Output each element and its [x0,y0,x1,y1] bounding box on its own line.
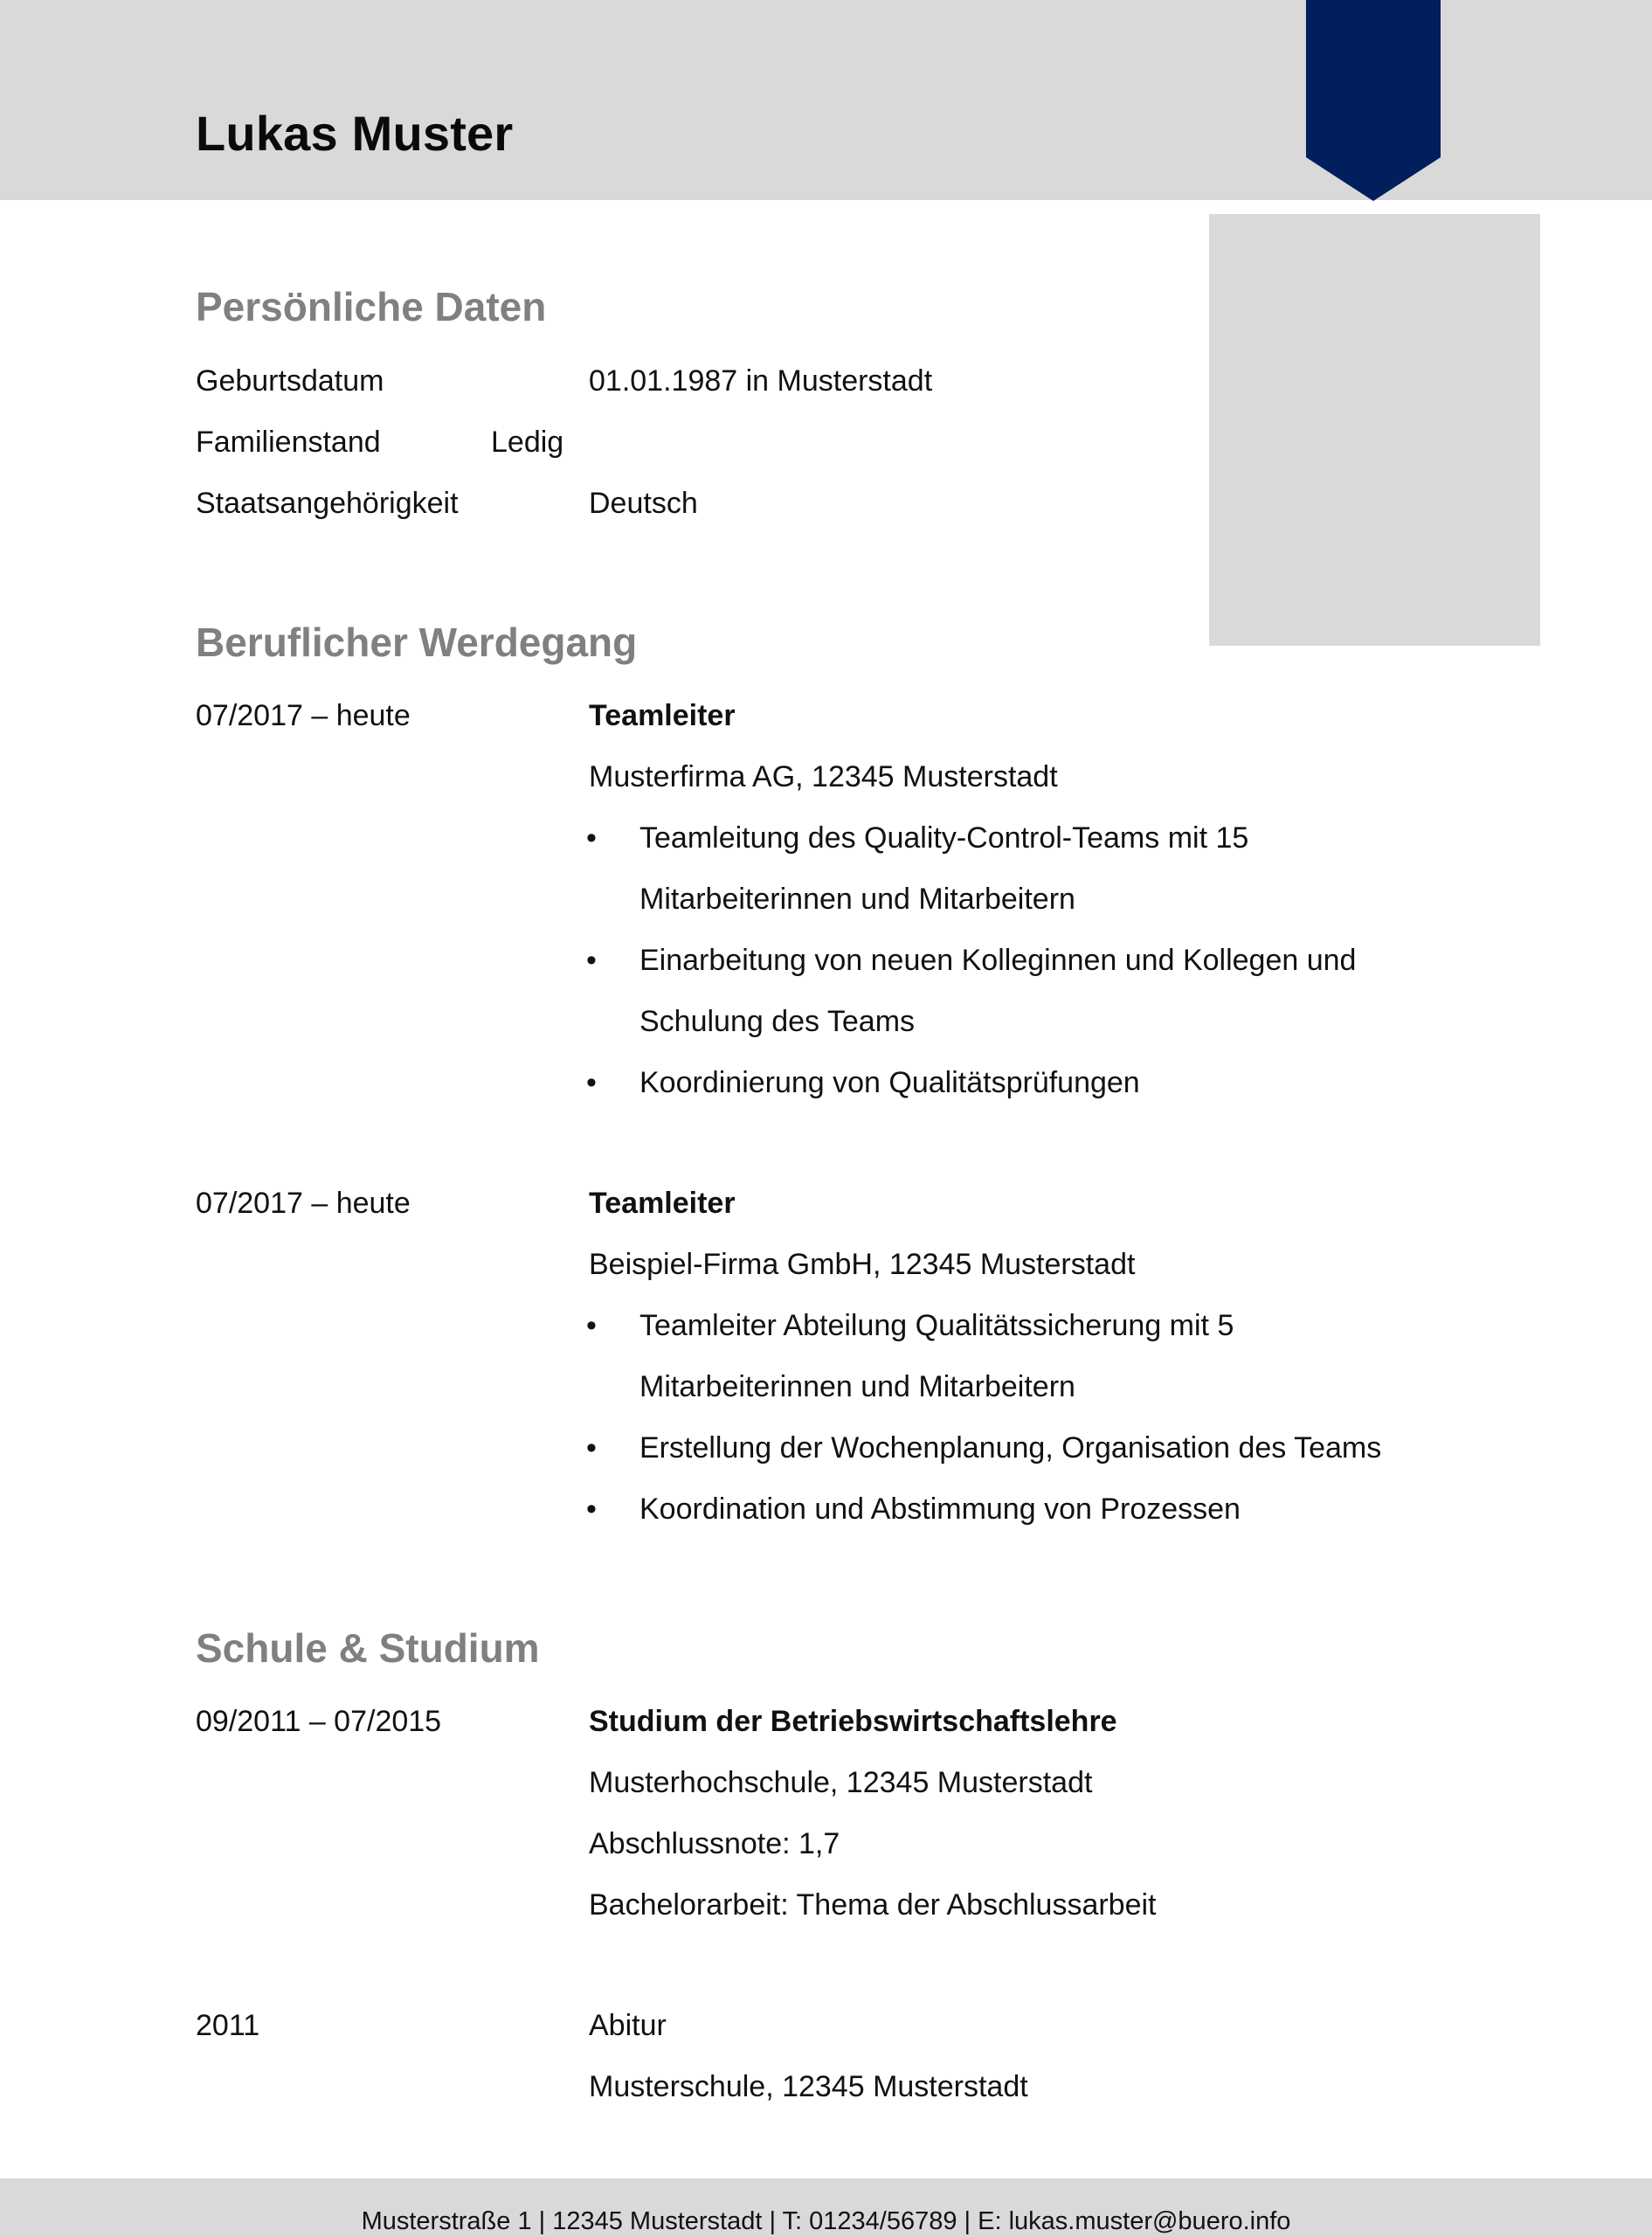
education-entry-2-school: Musterschule, 12345 Musterstadt [589,2070,1028,2103]
education-entry-1-grade: Abschlussnote: 1,7 [589,1827,840,1860]
section-title-education: Schule & Studium [196,1625,540,1671]
bullet-icon: • [586,1492,597,1526]
education-entry-2-degree: Abitur [589,2009,667,2042]
personal-value-marital-status: Ledig [491,426,564,459]
career-entry-1-bullet-1: Teamleitung des Quality-Control-Teams mit 15 [639,821,1249,855]
page-title: Lukas Muster [196,106,514,161]
ribbon-shape [1306,0,1441,201]
bullet-icon: • [586,1431,597,1465]
section-title-personal: Persönliche Daten [196,284,547,329]
education-entry-1-degree: Studium der Betriebswirtschaftslehre [589,1705,1117,1738]
career-entry-2-bullet-1-cont: Mitarbeiterinnen und Mitarbeitern [639,1370,1075,1403]
bullet-icon: • [586,1066,597,1099]
photo-placeholder [1209,214,1540,646]
personal-value-nationality: Deutsch [589,487,698,520]
career-entry-2-role: Teamleiter [589,1187,736,1220]
career-entry-1-bullet-3: Koordinierung von Qualitätsprüfungen [639,1066,1140,1099]
education-entry-1-school: Musterhochschule, 12345 Musterstadt [589,1766,1093,1799]
career-entry-1-date: 07/2017 – heute [196,699,411,732]
career-entry-2-bullet-3: Koordination und Abstimmung von Prozessen [639,1492,1241,1526]
personal-value-birthdate: 01.01.1987 in Musterstadt [589,364,933,398]
personal-label-nationality: Staatsangehörigkeit [196,487,459,520]
bullet-icon: • [586,821,597,855]
bullet-icon: • [586,1309,597,1342]
footer-contact: Musterstraße 1 | 12345 Musterstadt | T: 01234/56789 | E: lukas.muster@buero.info [361,2207,1291,2235]
career-entry-2-bullet-1: Teamleiter Abteilung Qualitätssicherung mit 5 [639,1309,1234,1342]
education-entry-1-thesis: Bachelorarbeit: Thema der Abschlussarbeit [589,1888,1157,1922]
career-entry-2-company: Beispiel-Firma GmbH, 12345 Musterstadt [589,1248,1136,1281]
section-title-career: Beruflicher Werdegang [196,620,638,665]
personal-label-marital-status: Familienstand [196,426,381,459]
career-entry-1-company: Musterfirma AG, 12345 Musterstadt [589,760,1058,793]
career-entry-1-bullet-2: Einarbeitung von neuen Kolleginnen und Kollegen und [639,944,1357,977]
ribbon-bookmark-icon [1306,0,1441,201]
personal-label-birthdate: Geburtsdatum [196,364,384,398]
career-entry-1-bullet-1-cont: Mitarbeiterinnen und Mitarbeitern [639,883,1075,916]
career-entry-2-bullet-2: Erstellung der Wochenplanung, Organisation des Teams [639,1431,1382,1465]
career-entry-2-date: 07/2017 – heute [196,1187,411,1220]
career-entry-1-role: Teamleiter [589,699,736,732]
education-entry-2-date: 2011 [196,2009,260,2042]
education-entry-1-date: 09/2011 – 07/2015 [196,1705,442,1738]
bullet-icon: • [586,944,597,977]
career-entry-1-bullet-2-cont: Schulung des Teams [639,1005,916,1038]
